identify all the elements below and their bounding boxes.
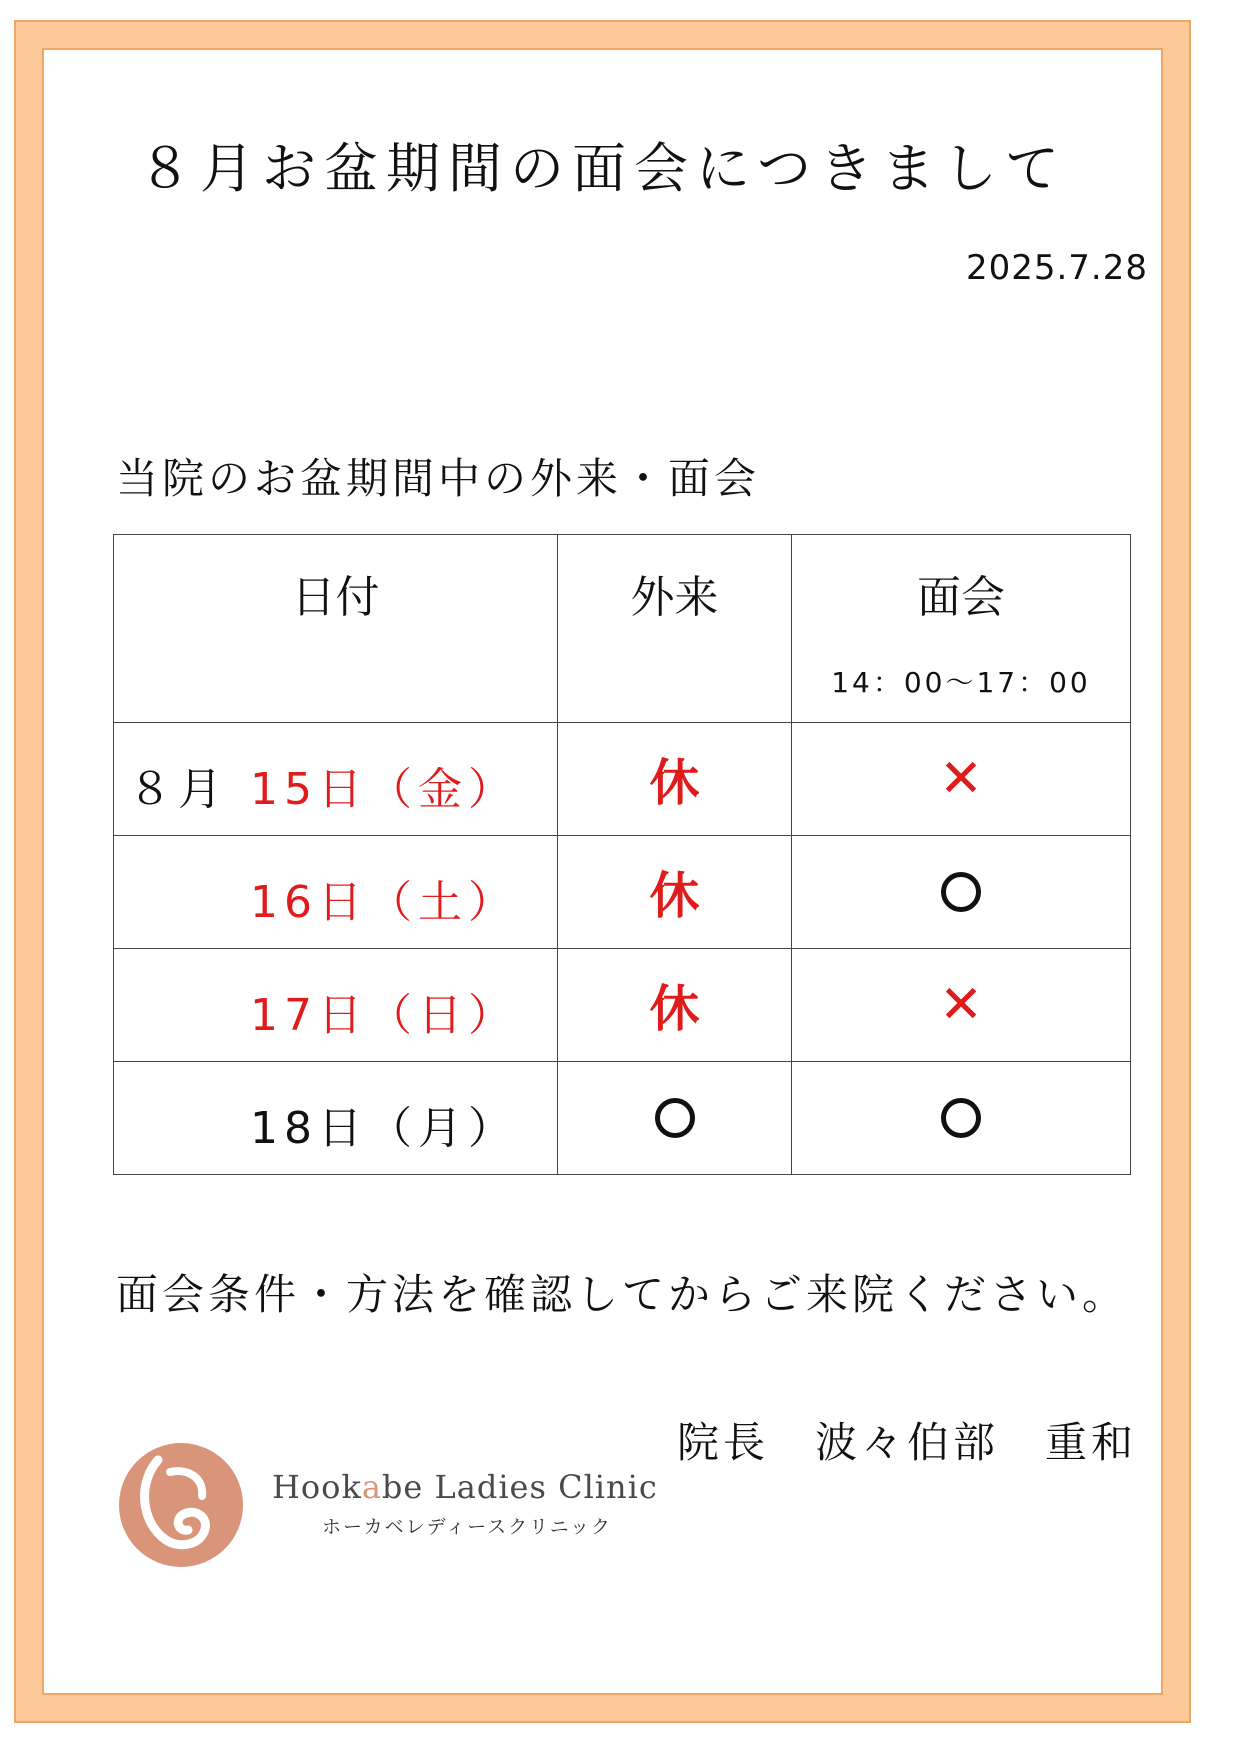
circle-icon bbox=[941, 1098, 981, 1138]
visit-notice: 面会条件・方法を確認してからご来院ください。 bbox=[116, 1270, 1129, 1319]
notice-title: ８月お盆期間の面会につきまして bbox=[138, 137, 1067, 200]
date-day: 16日（土） bbox=[250, 877, 518, 928]
header-outpatient: 外来 bbox=[558, 535, 792, 723]
table-header-row bbox=[114, 535, 1131, 723]
cross-icon: ✕ bbox=[939, 749, 983, 809]
date-cell bbox=[114, 836, 558, 949]
director-signature: 院長 波々伯部 重和 bbox=[676, 1418, 1137, 1467]
outpatient-cell bbox=[558, 836, 792, 949]
closed-mark: 休 bbox=[649, 867, 700, 925]
date-cell bbox=[114, 949, 558, 1062]
outpatient-cell bbox=[558, 723, 792, 836]
visit-cell bbox=[792, 723, 1131, 836]
table-row bbox=[114, 723, 1131, 836]
header-visit-label: 面会 bbox=[917, 572, 1005, 623]
date-cell bbox=[114, 723, 558, 836]
table-row bbox=[114, 949, 1131, 1062]
visit-cell bbox=[792, 1062, 1131, 1175]
header-visit-hours: 14：00～17：00 bbox=[831, 666, 1091, 699]
outpatient-cell bbox=[558, 949, 792, 1062]
table-row bbox=[114, 1062, 1131, 1175]
logo-name-part1: Hook bbox=[272, 1468, 362, 1506]
logo-name-accent: a bbox=[361, 1468, 382, 1506]
schedule-table bbox=[113, 534, 1131, 1175]
date-day: 17日（日） bbox=[250, 990, 518, 1041]
logo-name-part2: be Ladies Clinic bbox=[381, 1468, 658, 1506]
circle-icon bbox=[941, 872, 981, 912]
clinic-logo-kana: ホーカベレディースクリニック bbox=[322, 1516, 613, 1538]
header-visit bbox=[792, 535, 1131, 723]
date-month: ８月 bbox=[128, 764, 228, 815]
header-date: 日付 bbox=[114, 535, 558, 723]
cross-icon: ✕ bbox=[939, 975, 983, 1035]
visit-cell bbox=[792, 836, 1131, 949]
table-row bbox=[114, 836, 1131, 949]
closed-mark: 休 bbox=[649, 980, 700, 1038]
closed-mark: 休 bbox=[649, 754, 700, 812]
date-cell bbox=[114, 1062, 558, 1175]
notice-date: 2025.7.28 bbox=[965, 248, 1148, 288]
clinic-logo-name bbox=[272, 1468, 658, 1506]
schedule-heading: 当院のお盆期間中の外来・面会 bbox=[116, 454, 761, 503]
circle-icon bbox=[655, 1098, 695, 1138]
visit-cell bbox=[792, 949, 1131, 1062]
clinic-logo-icon bbox=[118, 1442, 244, 1568]
date-day: 15日（金） bbox=[250, 764, 518, 815]
outpatient-cell bbox=[558, 1062, 792, 1175]
date-day: 18日（月） bbox=[250, 1103, 518, 1154]
